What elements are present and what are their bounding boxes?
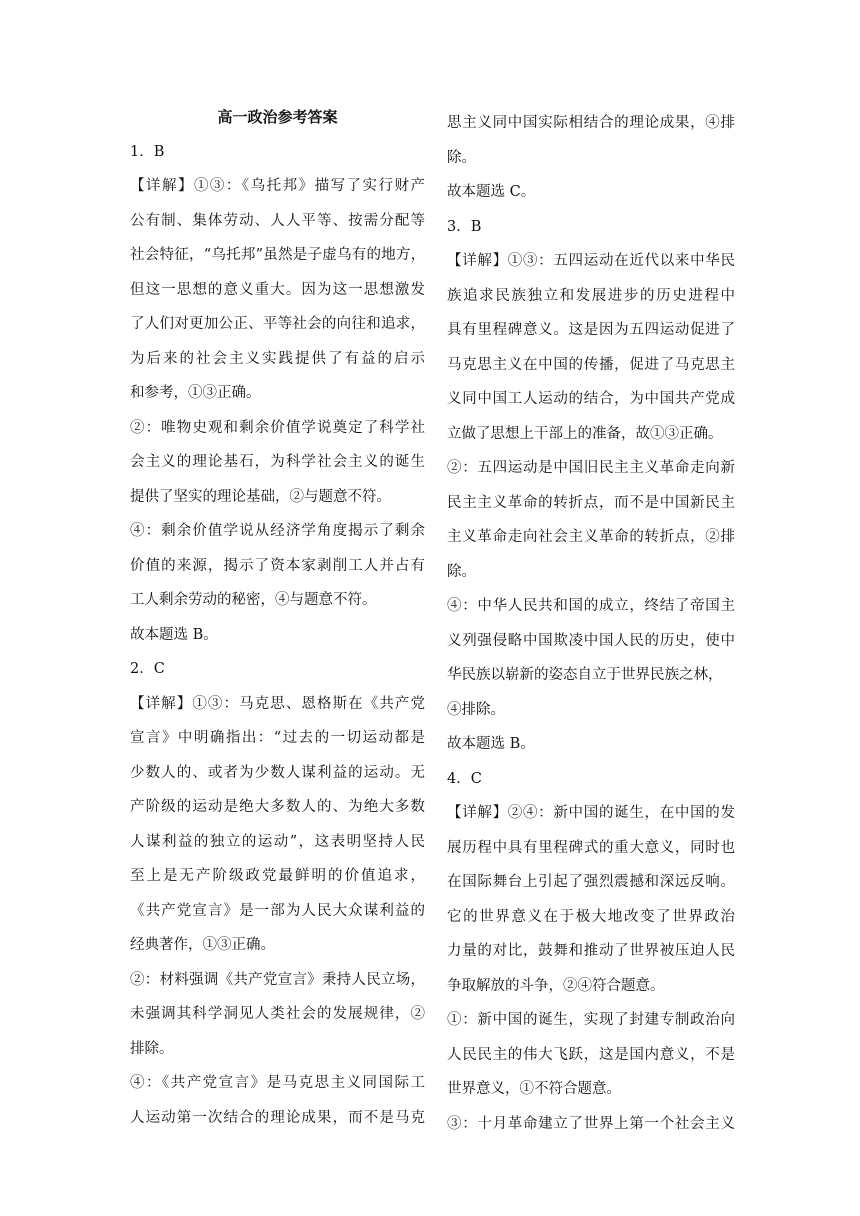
right-column-line: 世界意义，①不符合题意。 xyxy=(447,1081,621,1097)
right-column-line: 马克思主义在中国的传播，促进了马克思主 xyxy=(447,356,735,373)
right-column-line: 故本题选 C。 xyxy=(447,184,536,200)
right-column-line: 族追求民族独立和发展进步的历史进程中 xyxy=(447,287,735,304)
left-column-line: 价值的来源，揭示了资本家剥削工人并占有 xyxy=(130,557,425,574)
right-column-line: 在国际舞台上引起了强烈震撼和深远反响。 xyxy=(447,874,735,890)
left-column-line: 和参考，①③正确。 xyxy=(130,385,261,401)
left-column-line: 少数人的、或者为少数人谋利益的运动。无 xyxy=(130,764,425,781)
right-column-line: ①：新中国的诞生，实现了封建专制政治向 xyxy=(447,1012,735,1028)
page-title: 高一政治参考答案 xyxy=(217,108,338,126)
left-column-line: 未强调其科学洞见人类社会的发展规律，② xyxy=(130,1006,425,1022)
left-column-line: ②：材料强调《共产党宣言》秉持人民立场， xyxy=(130,971,425,988)
left-column-line: 经典著作，①③正确。 xyxy=(130,937,275,953)
left-column-line: ②：唯物史观和剩余价值学说奠定了科学社 xyxy=(130,419,425,436)
right-column-line: ③：十月革命建立了世界上第一个社会主义 xyxy=(447,1115,735,1132)
left-column-line: 至上是无产阶级政党最鲜明的价值追求， xyxy=(130,868,425,884)
left-column-line: 1．B xyxy=(130,143,165,160)
left-column-line: 提供了坚实的理论基础，②与题意不符。 xyxy=(130,488,391,505)
left-column-line: 2．C xyxy=(130,661,165,677)
right-column-line: ②：五四运动是中国旧民主主义革命走向新 xyxy=(447,460,735,476)
left-column-line: ④：剩余价值学说从经济学角度揭示了剩余 xyxy=(130,523,425,539)
right-column-line: 除。 xyxy=(447,149,476,166)
left-column-line: 宣言》中明确指出：“过去的一切运动都是 xyxy=(130,730,425,746)
right-column-line: 华民族以崭新的姿态自立于世界民族之林， xyxy=(447,667,723,683)
right-column-line: 义同中国工人运动的结合，为中国共产党成 xyxy=(447,391,735,407)
left-column-line: 《共产党宣言》是一部为人民大众谋利益的 xyxy=(130,902,425,919)
left-column-line: 【详解】①③：马克思、恩格斯在《共产党 xyxy=(130,695,425,712)
right-column-line: 主义革命走向社会主义革命的转折点，②排 xyxy=(447,529,735,545)
left-column-line: 人运动第一次结合的理论成果，而不是马克 xyxy=(130,1109,425,1126)
left-column-line: ④：《共产党宣言》是马克思主义同国际工 xyxy=(130,1075,425,1091)
right-column-line: 【详解】②④：新中国的诞生，在中国的发 xyxy=(447,805,735,821)
right-column-line: 立做了思想上干部上的准备，故①③正确。 xyxy=(447,425,723,442)
right-column-line: 力量的对比，鼓舞和推动了世界被压迫人民 xyxy=(447,943,735,959)
right-column-line: 3．B xyxy=(447,218,482,235)
left-column-line: 了人们对更加公正、平等社会的向往和追求， xyxy=(130,316,425,332)
left-column-line: 故本题选 B。 xyxy=(130,626,218,643)
right-column-line: ④排除。 xyxy=(447,701,505,718)
right-column-line: 义列强侵略中国欺凌中国人民的历史，使中 xyxy=(447,632,735,649)
right-column-line: 具有里程碑意义。这是因为五四运动促进了 xyxy=(447,322,735,338)
left-column-line: 但这一思想的意义重大。因为这一思想激发 xyxy=(130,281,425,298)
right-column xyxy=(447,106,735,1141)
right-column-line: 争取解放的斗争，②④符合题意。 xyxy=(447,977,665,994)
left-column-line: 为后来的社会主义实践提供了有益的启示 xyxy=(130,350,425,367)
right-column-line: ④：中华人民共和国的成立，终结了帝国主 xyxy=(447,598,735,614)
right-column-line: 思主义同中国实际相结合的理论成果，④排 xyxy=(447,115,735,131)
right-column-line: 除。 xyxy=(447,563,476,580)
left-column-line: 【详解】①③：《乌托邦》描写了实行财产 xyxy=(130,178,425,194)
right-column-line: 展历程中具有里程碑式的重大意义，同时也 xyxy=(447,839,735,856)
left-column-line: 工人剩余劳动的秘密，④与题意不符。 xyxy=(130,592,377,608)
right-column-line: 人民民主的伟大飞跃，这是国内意义，不是 xyxy=(447,1046,735,1063)
right-column-line: 民主主义革命的转折点，而不是中国新民主 xyxy=(447,494,735,511)
right-column-line: 4．C xyxy=(447,770,482,787)
left-column-line: 排除。 xyxy=(130,1040,174,1057)
left-column-line: 产阶级的运动是绝大多数人的、为绝大多数 xyxy=(130,799,425,815)
left-column-line: 人谋利益的独立的运动”，这表明坚持人民 xyxy=(130,833,425,850)
right-column-line: 故本题选 B。 xyxy=(447,736,535,752)
right-column-line: 它的世界意义在于极大地改变了世界政治 xyxy=(447,908,735,925)
left-column xyxy=(130,100,425,1135)
left-column-line: 社会特征，“乌托邦”虽然是子虚乌有的地方， xyxy=(130,247,425,263)
left-column-line: 会主义的理论基石，为科学社会主义的诞生 xyxy=(130,454,425,470)
right-column-line: 【详解】①③：五四运动在近代以来中华民 xyxy=(447,253,735,269)
left-column-line: 公有制、集体劳动、人人平等、按需分配等 xyxy=(130,212,425,229)
